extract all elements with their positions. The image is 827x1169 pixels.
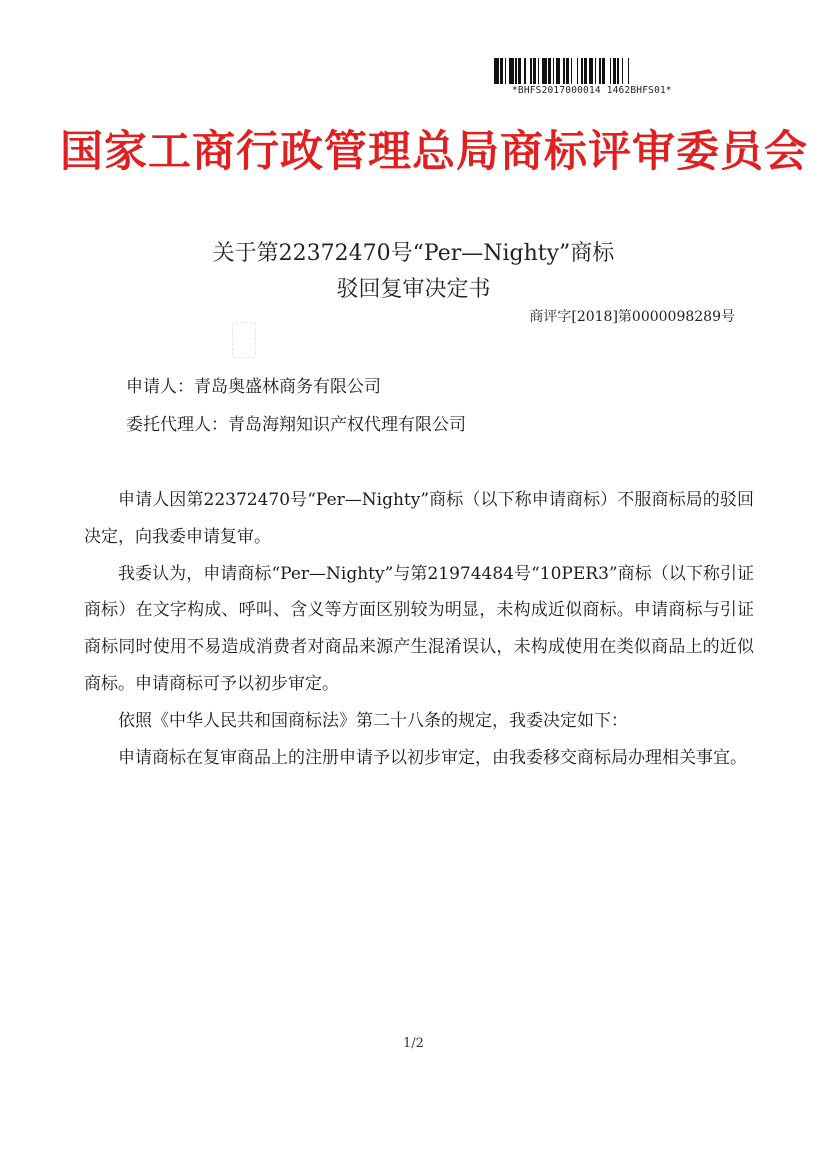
paragraph-decision: 申请商标在复审商品上的注册申请予以初步审定，由我委移交商标局办理相关事宜。 — [118, 747, 747, 768]
agent-line: 委托代理人：青岛海翔知识产权代理有限公司 — [126, 415, 466, 435]
paragraph-intro: 申请人因第22372470号“Per—Nighty”商标（以下称申请商标）不服商标局的驳回决定，向我委申请复审。 — [84, 490, 754, 547]
document-title-line-1: 关于第22372470号“Per—Nighty”商标 — [212, 241, 615, 266]
document-number: 商评字[2018]第0000098289号 — [529, 309, 735, 325]
barcode-bar — [629, 58, 631, 84]
document-title-line-2: 驳回复审决定书 — [336, 277, 491, 302]
faint-stamp-mark — [232, 322, 256, 358]
applicant-line: 申请人：青岛奥盛林商务有限公司 — [126, 377, 381, 397]
page-number: 1/2 — [403, 1036, 424, 1051]
decision-body — [84, 482, 754, 776]
paragraph-legal-basis: 依照《中华人民共和国商标法》第二十八条的规定，我委决定如下： — [118, 710, 628, 731]
barcode — [494, 58, 704, 84]
barcode-text: *BHFS2017000014 1462BHFS01* — [512, 85, 672, 96]
organization-title: 国家工商行政管理总局商标评审委员会 — [60, 127, 808, 177]
paragraph-reasoning: 我委认为，申请商标“Per—Nighty”与第21974484号“10PER3”商标（以下称引证商标）在文字构成、呼叫、含义等方面区别较为明显，未构成近似商标。申请商标与引证商标同时使用不易造成消费者对商品来源产生混淆误认，未构成使用在类似商品上的近似商标。申请商标可予以初步审定。 — [84, 563, 754, 694]
